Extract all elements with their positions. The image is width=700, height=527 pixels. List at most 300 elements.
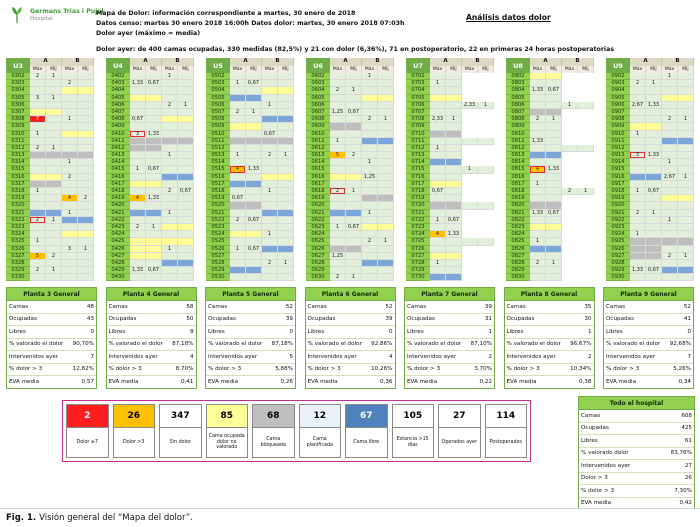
report-census-line: Datos censo: martes 30 enero 2018 16:00h Datos dolor: martes, 30 enero 2018 07:03h — [96, 20, 405, 28]
bed-cell: 1,33 — [530, 138, 546, 145]
room-number: 0828 — [506, 260, 530, 267]
bed-cell — [478, 267, 494, 274]
room-number: 0707 — [406, 109, 430, 116]
bed-cell — [78, 253, 94, 260]
bed-grid — [6, 58, 694, 281]
bed-cell — [462, 217, 478, 224]
bed-cell — [630, 260, 646, 267]
bed-cell — [262, 73, 278, 80]
bed-cell — [246, 87, 262, 94]
plant-table-row — [7, 376, 96, 388]
bed-cell — [678, 210, 694, 217]
bed-cell — [330, 246, 346, 253]
bed-row — [306, 246, 394, 253]
bed-cell — [530, 253, 546, 260]
legend-count: 114 — [485, 404, 528, 428]
bed-row — [506, 131, 594, 138]
bed-cell — [578, 138, 594, 145]
bed-cell — [378, 145, 394, 152]
bed-row — [406, 116, 494, 123]
bed-cell — [446, 87, 462, 94]
hospital-table-title: Todo el hospital — [579, 397, 694, 410]
bed-cell: 1 — [678, 174, 694, 181]
bed-cell — [362, 195, 378, 202]
bed-row — [606, 152, 694, 159]
bed-row — [606, 231, 694, 238]
unit-block-u4 — [106, 58, 194, 281]
bed-cell — [62, 102, 78, 109]
bed-cell — [446, 131, 462, 138]
bed-cell — [330, 73, 346, 80]
stat-label: Libres — [9, 328, 26, 335]
room-number: 0424 — [106, 231, 130, 238]
bed-cell — [162, 138, 178, 145]
bed-cell: 2 — [262, 152, 278, 159]
bed-cell: 0,67 — [146, 267, 162, 274]
bed-cell: 1,33 — [630, 267, 646, 274]
room-number: 0702 — [406, 73, 430, 80]
bed-cell: 1 — [78, 246, 94, 253]
room-number: 0527 — [206, 253, 230, 260]
plant-table — [305, 287, 396, 389]
room-number: 0927 — [606, 253, 630, 260]
bed-cell — [546, 152, 562, 159]
bed-cell — [678, 102, 694, 109]
stat-value: 2 — [587, 353, 592, 360]
bed-cell — [230, 181, 246, 188]
room-number: 0718 — [406, 188, 430, 195]
legend-count: 68 — [252, 404, 295, 428]
bed-row — [106, 195, 194, 202]
stat-label: Camas — [581, 412, 601, 419]
stat-value: 41 — [683, 316, 691, 323]
bed-row — [106, 116, 194, 123]
measure-header: Máx — [62, 66, 78, 74]
bed-cell — [362, 224, 378, 231]
bed-cell — [278, 166, 294, 173]
bed-cell — [178, 217, 194, 224]
plant-table — [106, 287, 197, 389]
bed-cell — [78, 181, 94, 188]
bed-cell — [246, 210, 262, 217]
stat-label: % dolor > 3 — [108, 366, 142, 373]
bed-cell: 1,33 — [646, 152, 662, 159]
bed-cell — [630, 138, 646, 145]
plant-table-row — [206, 301, 295, 314]
bed-cell — [362, 274, 378, 281]
bed-cell — [130, 260, 146, 267]
room-number: 0317 — [6, 181, 30, 188]
bed-cell — [162, 217, 178, 224]
stat-value: 0,34 — [678, 378, 691, 385]
legend-count: 27 — [438, 404, 481, 428]
bed-cell — [346, 231, 362, 238]
bed-cell — [430, 224, 446, 231]
stat-value: 4 — [189, 353, 194, 360]
bed-cell — [46, 274, 62, 281]
room-number: 0429 — [106, 267, 130, 274]
wing-b-header: B — [462, 58, 494, 66]
bed-cell — [278, 210, 294, 217]
plant-table-row — [505, 326, 594, 339]
bed-cell — [478, 260, 494, 267]
bed-cell — [530, 73, 546, 80]
room-number: 0821 — [506, 210, 530, 217]
bed-cell — [678, 138, 694, 145]
room-number: 0717 — [406, 181, 430, 188]
bed-cell — [162, 202, 178, 209]
bed-row — [106, 102, 194, 109]
bed-cell — [262, 123, 278, 130]
room-number: 0608 — [306, 116, 330, 123]
bed-row — [306, 231, 394, 238]
bed-cell — [462, 260, 478, 267]
room-number: 0721 — [406, 210, 430, 217]
bed-cell — [678, 145, 694, 152]
room-number: 0308 — [6, 116, 30, 123]
room-number: 0925 — [606, 238, 630, 245]
bed-cell — [462, 80, 478, 87]
measure-header: Máx — [662, 66, 678, 74]
plant-table-row — [107, 351, 196, 364]
bed-cell — [130, 231, 146, 238]
bed-row — [406, 274, 494, 281]
bed-cell: 0,67 — [430, 188, 446, 195]
unit-name: U4 — [106, 58, 130, 73]
bed-row — [506, 188, 594, 195]
bed-cell — [578, 73, 594, 80]
bed-row — [306, 131, 394, 138]
bed-cell — [630, 217, 646, 224]
legend-label: Cama planificada — [299, 428, 342, 458]
bed-cell — [562, 238, 578, 245]
bed-cell — [246, 238, 262, 245]
bed-cell — [462, 231, 478, 238]
bed-cell — [362, 138, 378, 145]
room-number: 0313 — [6, 152, 30, 159]
plant-table-row — [306, 326, 395, 339]
hospital-table-row — [579, 435, 694, 448]
bed-cell — [630, 87, 646, 94]
bed-cell — [78, 123, 94, 130]
bed-cell — [562, 224, 578, 231]
bed-row — [506, 274, 594, 281]
bed-row — [506, 159, 594, 166]
bed-cell — [330, 80, 346, 87]
room-number: 0509 — [206, 123, 230, 130]
bed-cell — [646, 87, 662, 94]
room-number: 0405 — [106, 95, 130, 102]
bed-cell — [146, 188, 162, 195]
bed-cell: 1,33 — [530, 210, 546, 217]
stat-label: Libres — [506, 328, 524, 335]
bed-row — [6, 195, 94, 202]
bed-cell — [646, 131, 662, 138]
stat-label: Intervenidos ayer — [108, 353, 158, 360]
room-number: 0928 — [606, 260, 630, 267]
room-number: 0314 — [6, 159, 30, 166]
unit-block-u6 — [306, 58, 394, 281]
bed-row — [106, 145, 194, 152]
bed-cell — [362, 267, 378, 274]
unit-name: U6 — [306, 58, 330, 73]
room-number: 0502 — [206, 73, 230, 80]
bed-cell — [330, 123, 346, 130]
stat-value: 8,70% — [175, 366, 194, 373]
plant-table-row — [206, 326, 295, 339]
bed-row — [406, 138, 494, 145]
bed-cell — [346, 253, 362, 260]
bed-row — [106, 95, 194, 102]
bed-cell — [646, 253, 662, 260]
bed-cell: 3 — [30, 95, 46, 102]
bed-cell: 1 — [46, 95, 62, 102]
room-number: 0310 — [6, 131, 30, 138]
bed-row — [106, 253, 194, 260]
stat-label: Libres — [407, 328, 424, 335]
bed-cell — [30, 202, 46, 209]
bed-cell — [146, 95, 162, 102]
room-number: 0620 — [306, 202, 330, 209]
bed-cell — [630, 73, 646, 80]
legend-item — [157, 402, 204, 460]
bed-cell — [178, 224, 194, 231]
stat-label: Intervenidos ayer — [606, 353, 656, 360]
plant-table-row — [604, 301, 693, 314]
bed-cell — [378, 174, 394, 181]
bed-row — [406, 260, 494, 267]
bed-cell — [78, 95, 94, 102]
bed-cell — [430, 267, 446, 274]
measure-header: Mij — [46, 66, 62, 74]
bed-cell — [178, 253, 194, 260]
bed-row — [606, 174, 694, 181]
bed-cell — [578, 202, 594, 209]
bed-cell: 0,67 — [146, 80, 162, 87]
bed-cell — [78, 238, 94, 245]
hospital-logo — [8, 6, 104, 24]
bed-cell: 4 — [130, 195, 146, 202]
bed-cell — [446, 274, 462, 281]
bed-cell: 0,67 — [446, 217, 462, 224]
bed-cell — [130, 152, 146, 159]
room-number: 0523 — [206, 224, 230, 231]
bed-cell — [78, 109, 94, 116]
stat-label: Camas — [606, 303, 626, 310]
room-number: 0329 — [6, 267, 30, 274]
stat-value: 52 — [683, 303, 691, 310]
stat-label: Intervenidos ayer — [9, 353, 59, 360]
bed-cell — [478, 123, 494, 130]
bed-cell — [678, 159, 694, 166]
bed-cell — [178, 138, 194, 145]
bed-cell — [378, 166, 394, 173]
bed-cell: 1 — [330, 138, 346, 145]
bed-row — [6, 246, 94, 253]
bed-row — [206, 116, 294, 123]
bed-row — [506, 102, 594, 109]
bed-cell: 1 — [230, 152, 246, 159]
bed-cell — [46, 87, 62, 94]
bed-cell — [446, 224, 462, 231]
bed-cell — [546, 195, 562, 202]
plant-table-title: Planta 4 General — [107, 288, 196, 301]
bed-cell: 2 — [662, 116, 678, 123]
bed-cell — [562, 231, 578, 238]
bed-cell: 1 — [646, 80, 662, 87]
bed-cell: 1 — [62, 116, 78, 123]
bed-cell — [378, 246, 394, 253]
unit-name: U7 — [406, 58, 430, 73]
bed-row — [206, 109, 294, 116]
bed-cell — [678, 267, 694, 274]
bed-cell: 1,33 — [646, 102, 662, 109]
bed-cell — [478, 116, 494, 123]
bed-cell — [330, 131, 346, 138]
stat-value: 26 — [684, 475, 692, 482]
room-number: 0622 — [306, 217, 330, 224]
bed-cell: 1 — [162, 152, 178, 159]
room-number: 0804 — [506, 87, 530, 94]
bed-row — [306, 80, 394, 87]
bed-cell — [630, 181, 646, 188]
bed-cell — [662, 195, 678, 202]
bed-cell — [578, 95, 594, 102]
room-number: 0806 — [506, 102, 530, 109]
bed-cell — [662, 166, 678, 173]
plant-table-row — [505, 351, 594, 364]
bed-cell — [562, 253, 578, 260]
bed-cell — [430, 87, 446, 94]
legend-label: Estancia >15 días — [392, 428, 435, 458]
room-number: 0514 — [206, 159, 230, 166]
legend-item — [297, 402, 344, 460]
plant-table-row — [206, 376, 295, 388]
bed-cell — [478, 195, 494, 202]
bed-cell — [378, 159, 394, 166]
bed-cell — [162, 80, 178, 87]
room-number: 0703 — [406, 80, 430, 87]
bed-cell — [246, 260, 262, 267]
bed-cell — [246, 202, 262, 209]
bed-row — [406, 95, 494, 102]
room-number: 0711 — [406, 138, 430, 145]
bed-cell — [278, 253, 294, 260]
measure-header: Mij — [678, 66, 694, 74]
wing-b-header: B — [662, 58, 694, 66]
room-number: 0816 — [506, 174, 530, 181]
measure-header: Máx — [630, 66, 646, 74]
legend-count: 26 — [113, 404, 156, 428]
bed-cell — [146, 152, 162, 159]
bed-cell — [478, 87, 494, 94]
stat-label: % valorado dolor — [581, 450, 629, 457]
bed-row — [106, 267, 194, 274]
room-number: 0929 — [606, 267, 630, 274]
bed-row — [506, 253, 594, 260]
bed-cell — [462, 224, 478, 231]
bed-cell — [562, 159, 578, 166]
stat-value: 31 — [484, 316, 492, 323]
stat-value: 7,30% — [674, 487, 692, 494]
bed-row — [506, 80, 594, 87]
stat-value: 425 — [681, 425, 692, 432]
bed-row — [306, 260, 394, 267]
room-number: 0426 — [106, 246, 130, 253]
bed-cell — [78, 152, 94, 159]
bed-cell — [546, 102, 562, 109]
bed-row — [606, 202, 694, 209]
bed-cell — [62, 109, 78, 116]
bed-cell — [246, 231, 262, 238]
stat-value: 7 — [90, 353, 94, 360]
room-number: 0515 — [206, 166, 230, 173]
bed-cell — [462, 116, 478, 123]
bed-cell: 1 — [478, 102, 494, 109]
room-number: 0822 — [506, 217, 530, 224]
bed-cell — [662, 267, 678, 274]
plant-table — [404, 287, 495, 389]
bed-cell — [262, 145, 278, 152]
bed-row — [306, 102, 394, 109]
bed-row — [606, 181, 694, 188]
bed-cell: 4 — [530, 166, 546, 173]
bed-cell — [78, 224, 94, 231]
bed-cell: 2 — [330, 274, 346, 281]
bed-cell — [346, 267, 362, 274]
room-number: 0815 — [506, 166, 530, 173]
bed-cell — [646, 174, 662, 181]
bed-cell — [630, 116, 646, 123]
bed-cell — [662, 238, 678, 245]
bed-row — [406, 73, 494, 80]
bed-cell — [446, 188, 462, 195]
bed-cell — [230, 87, 246, 94]
bed-cell — [546, 267, 562, 274]
stat-value: 0,36 — [380, 378, 393, 385]
bed-cell: 1 — [578, 188, 594, 195]
bed-cell — [246, 188, 262, 195]
hospital-table — [578, 396, 695, 510]
bed-cell: 1 — [678, 253, 694, 260]
bed-cell — [430, 95, 446, 102]
room-number: 0923 — [606, 224, 630, 231]
bed-cell — [578, 102, 594, 109]
bed-cell — [462, 274, 478, 281]
bed-cell: 1 — [262, 231, 278, 238]
bed-cell — [446, 202, 462, 209]
bed-cell — [430, 274, 446, 281]
bed-cell: 1 — [230, 246, 246, 253]
stat-label: % dolor > 3 — [606, 366, 640, 373]
bed-cell — [178, 267, 194, 274]
bed-cell — [330, 267, 346, 274]
bed-cell — [62, 131, 78, 138]
bed-cell — [378, 80, 394, 87]
bed-cell — [478, 231, 494, 238]
bed-row — [106, 260, 194, 267]
bed-row — [206, 217, 294, 224]
stat-label: Camas — [307, 303, 327, 310]
bed-cell — [62, 188, 78, 195]
bed-cell — [678, 73, 694, 80]
room-number: 0529 — [206, 267, 230, 274]
stat-label: Ocupadas — [506, 316, 535, 323]
plant-table-title: Planta 6 General — [306, 288, 395, 301]
bed-cell — [562, 181, 578, 188]
bed-cell — [478, 131, 494, 138]
room-number: 0507 — [206, 109, 230, 116]
